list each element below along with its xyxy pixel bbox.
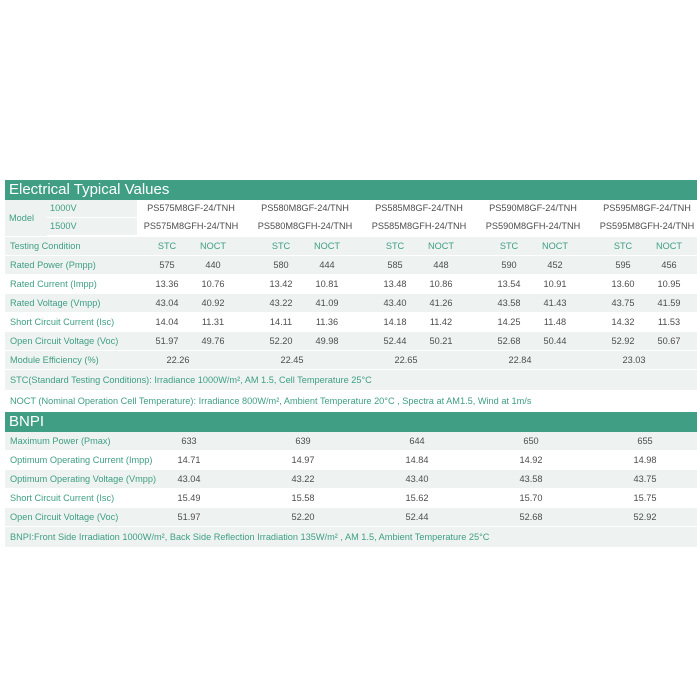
etv-value: 10.76	[201, 279, 225, 289]
bnpi-value: 43.04	[177, 474, 201, 484]
etv-value: 13.60	[611, 279, 635, 289]
etv-value: 41.43	[543, 298, 567, 308]
model-name: PS595M8GF-24/TNH	[603, 203, 691, 213]
efficiency-row	[5, 351, 697, 370]
datasheet	[5, 180, 697, 548]
bnpi-value: 15.49	[177, 493, 201, 503]
etv-value: 52.44	[383, 336, 407, 346]
etv-value: 456	[661, 260, 677, 270]
model-name: PS595M8GFH-24/TNH	[599, 221, 695, 231]
etv-value: 13.48	[383, 279, 407, 289]
model-name: PS590M8GFH-24/TNH	[485, 221, 581, 231]
efficiency-value: 22.84	[508, 355, 532, 365]
bnpi-value: 14.97	[291, 455, 315, 465]
noct-label: NOCT	[541, 241, 569, 251]
model-name: PS590M8GF-24/TNH	[489, 203, 577, 213]
efficiency-value: 23.03	[622, 355, 646, 365]
etv-value: 11.42	[429, 317, 453, 327]
bnpi-value: 14.71	[177, 455, 201, 465]
bnpi-row-label: Optimum Operating Current (Impp)	[10, 455, 153, 465]
bnpi-value: 650	[523, 436, 539, 446]
stc-label: STC	[613, 241, 633, 251]
bnpi-value: 43.75	[633, 474, 657, 484]
etv-value: 43.58	[497, 298, 521, 308]
bnpi-value: 15.70	[519, 493, 543, 503]
etv-value: 14.04	[155, 317, 179, 327]
model-block	[5, 200, 697, 237]
etv-value: 11.48	[543, 317, 567, 327]
etv-row	[5, 256, 697, 275]
etv-row-label: Short Circuit Current (Isc)	[10, 317, 115, 327]
noct-label: NOCT	[427, 241, 455, 251]
bnpi-value: 14.92	[519, 455, 543, 465]
model-name: PS575M8GF-24/TNH	[147, 203, 235, 213]
etv-value: 50.67	[657, 336, 681, 346]
etv-value: 448	[433, 260, 449, 270]
stc-label: STC	[385, 241, 405, 251]
testing-condition-row	[5, 237, 697, 256]
bnpi-value: 633	[181, 436, 197, 446]
bnpi-row-label: Open Circuit Voltage (Voc)	[10, 512, 119, 522]
etv-value: 444	[319, 260, 335, 270]
efficiency-label: Module Efficiency (%)	[10, 355, 99, 365]
etv-value: 43.75	[611, 298, 635, 308]
etv-value: 13.36	[155, 279, 179, 289]
etv-rows	[5, 256, 697, 351]
bnpi-row-label: Short Circuit Current (Isc)	[10, 493, 115, 503]
etv-value: 10.86	[429, 279, 453, 289]
etv-row-label: Rated Power (Pmpp)	[10, 260, 96, 270]
bnpi-title: BNPI	[5, 412, 697, 432]
bnpi-value: 15.58	[291, 493, 315, 503]
etv-value: 14.25	[497, 317, 521, 327]
bnpi-value: 51.97	[177, 512, 201, 522]
bnpi-row	[5, 432, 697, 451]
etv-value: 575	[159, 260, 175, 270]
etv-value: 14.18	[383, 317, 407, 327]
etv-value: 14.11	[269, 317, 293, 327]
bnpi-value: 52.92	[633, 512, 657, 522]
bnpi-value: 52.20	[291, 512, 315, 522]
model-name: PS575M8GFH-24/TNH	[143, 221, 239, 231]
etv-value: 595	[615, 260, 631, 270]
noct-label: NOCT	[655, 241, 683, 251]
etv-value: 49.76	[201, 336, 225, 346]
bnpi-value: 655	[637, 436, 653, 446]
efficiency-value: 22.26	[166, 355, 190, 365]
etv-value: 452	[547, 260, 563, 270]
etv-value: 41.26	[429, 298, 453, 308]
bnpi-value: 14.84	[405, 455, 429, 465]
etv-row-label: Open Circuit Voltage (Voc)	[10, 336, 119, 346]
stc-label: STC	[499, 241, 519, 251]
bnpi-value: 52.68	[519, 512, 543, 522]
etv-value: 51.97	[155, 336, 179, 346]
bnpi-value: 43.22	[291, 474, 315, 484]
etv-value: 52.20	[269, 336, 293, 346]
bnpi-value: 644	[409, 436, 425, 446]
bnpi-value: 15.62	[405, 493, 429, 503]
etv-row	[5, 332, 697, 351]
etv-value: 585	[387, 260, 403, 270]
stc-note: STC(Standard Testing Conditions): Irradiance 1000W/m², AM 1.5, Cell Temperature 25°C	[5, 370, 697, 391]
etv-value: 50.44	[543, 336, 567, 346]
stc-label: STC	[157, 241, 177, 251]
etv-value: 52.68	[497, 336, 521, 346]
etv-value: 13.54	[497, 279, 521, 289]
bnpi-row	[5, 470, 697, 489]
noct-note: NOCT (Nominal Operation Cell Temperature): Irradiance 800W/m², Ambient Temperature 20°C , Spectra at AM1.5, Wind at 1m/s	[5, 391, 697, 412]
etv-row-label: Rated Current (Impp)	[10, 279, 97, 289]
etv-value: 50.21	[429, 336, 453, 346]
etv-value: 13.42	[269, 279, 293, 289]
etv-value: 10.95	[657, 279, 681, 289]
etv-value: 41.09	[315, 298, 339, 308]
bnpi-row-label: Maximum Power (Pmax)	[10, 436, 111, 446]
etv-value: 41.59	[657, 298, 681, 308]
etv-value: 10.91	[543, 279, 567, 289]
noct-label: NOCT	[313, 241, 341, 251]
model-name: PS580M8GFH-24/TNH	[257, 221, 353, 231]
voltage-1000v: 1000V	[47, 200, 137, 217]
stc-label: STC	[271, 241, 291, 251]
bnpi-row-label: Optimum Operating Voltage (Vmpp)	[10, 474, 157, 484]
etv-value: 52.92	[611, 336, 635, 346]
etv-title: Electrical Typical Values	[5, 180, 697, 200]
bnpi-value: 15.75	[633, 493, 657, 503]
bnpi-row	[5, 508, 697, 527]
etv-value: 49.98	[315, 336, 339, 346]
etv-value: 10.81	[315, 279, 339, 289]
bnpi-note: BNPI:Front Side Irradiation 1000W/m², Back Side Reflection Irradiation 135W/m² , AM 1.5, Ambient Temperature 25°C	[5, 527, 697, 548]
etv-value: 440	[205, 260, 221, 270]
efficiency-value: 22.45	[280, 355, 304, 365]
etv-value: 580	[273, 260, 289, 270]
bnpi-row	[5, 451, 697, 470]
etv-row	[5, 275, 697, 294]
bnpi-row	[5, 489, 697, 508]
etv-value: 43.04	[155, 298, 179, 308]
bnpi-value: 43.40	[405, 474, 429, 484]
model-name: PS580M8GF-24/TNH	[261, 203, 349, 213]
etv-row-label: Rated Voltage (Vmpp)	[10, 298, 101, 308]
etv-value: 11.36	[315, 317, 339, 327]
etv-row	[5, 313, 697, 332]
model-name: PS585M8GF-24/TNH	[375, 203, 463, 213]
bnpi-rows	[5, 432, 697, 527]
model-name: PS585M8GFH-24/TNH	[371, 221, 467, 231]
bnpi-value: 52.44	[405, 512, 429, 522]
bnpi-value: 43.58	[519, 474, 543, 484]
bnpi-value: 639	[295, 436, 311, 446]
etv-value: 43.22	[269, 298, 293, 308]
model-label: Model	[5, 200, 47, 236]
bnpi-value: 14.98	[633, 455, 657, 465]
etv-value: 40.92	[201, 298, 225, 308]
etv-value: 14.32	[611, 317, 635, 327]
testing-condition-label: Testing Condition	[10, 241, 81, 251]
efficiency-value: 22.65	[394, 355, 418, 365]
noct-label: NOCT	[199, 241, 227, 251]
etv-value: 590	[501, 260, 517, 270]
voltage-1500v: 1500V	[47, 218, 137, 235]
etv-value: 11.53	[657, 317, 681, 327]
etv-value: 43.40	[383, 298, 407, 308]
etv-value: 11.31	[201, 317, 225, 327]
etv-row	[5, 294, 697, 313]
